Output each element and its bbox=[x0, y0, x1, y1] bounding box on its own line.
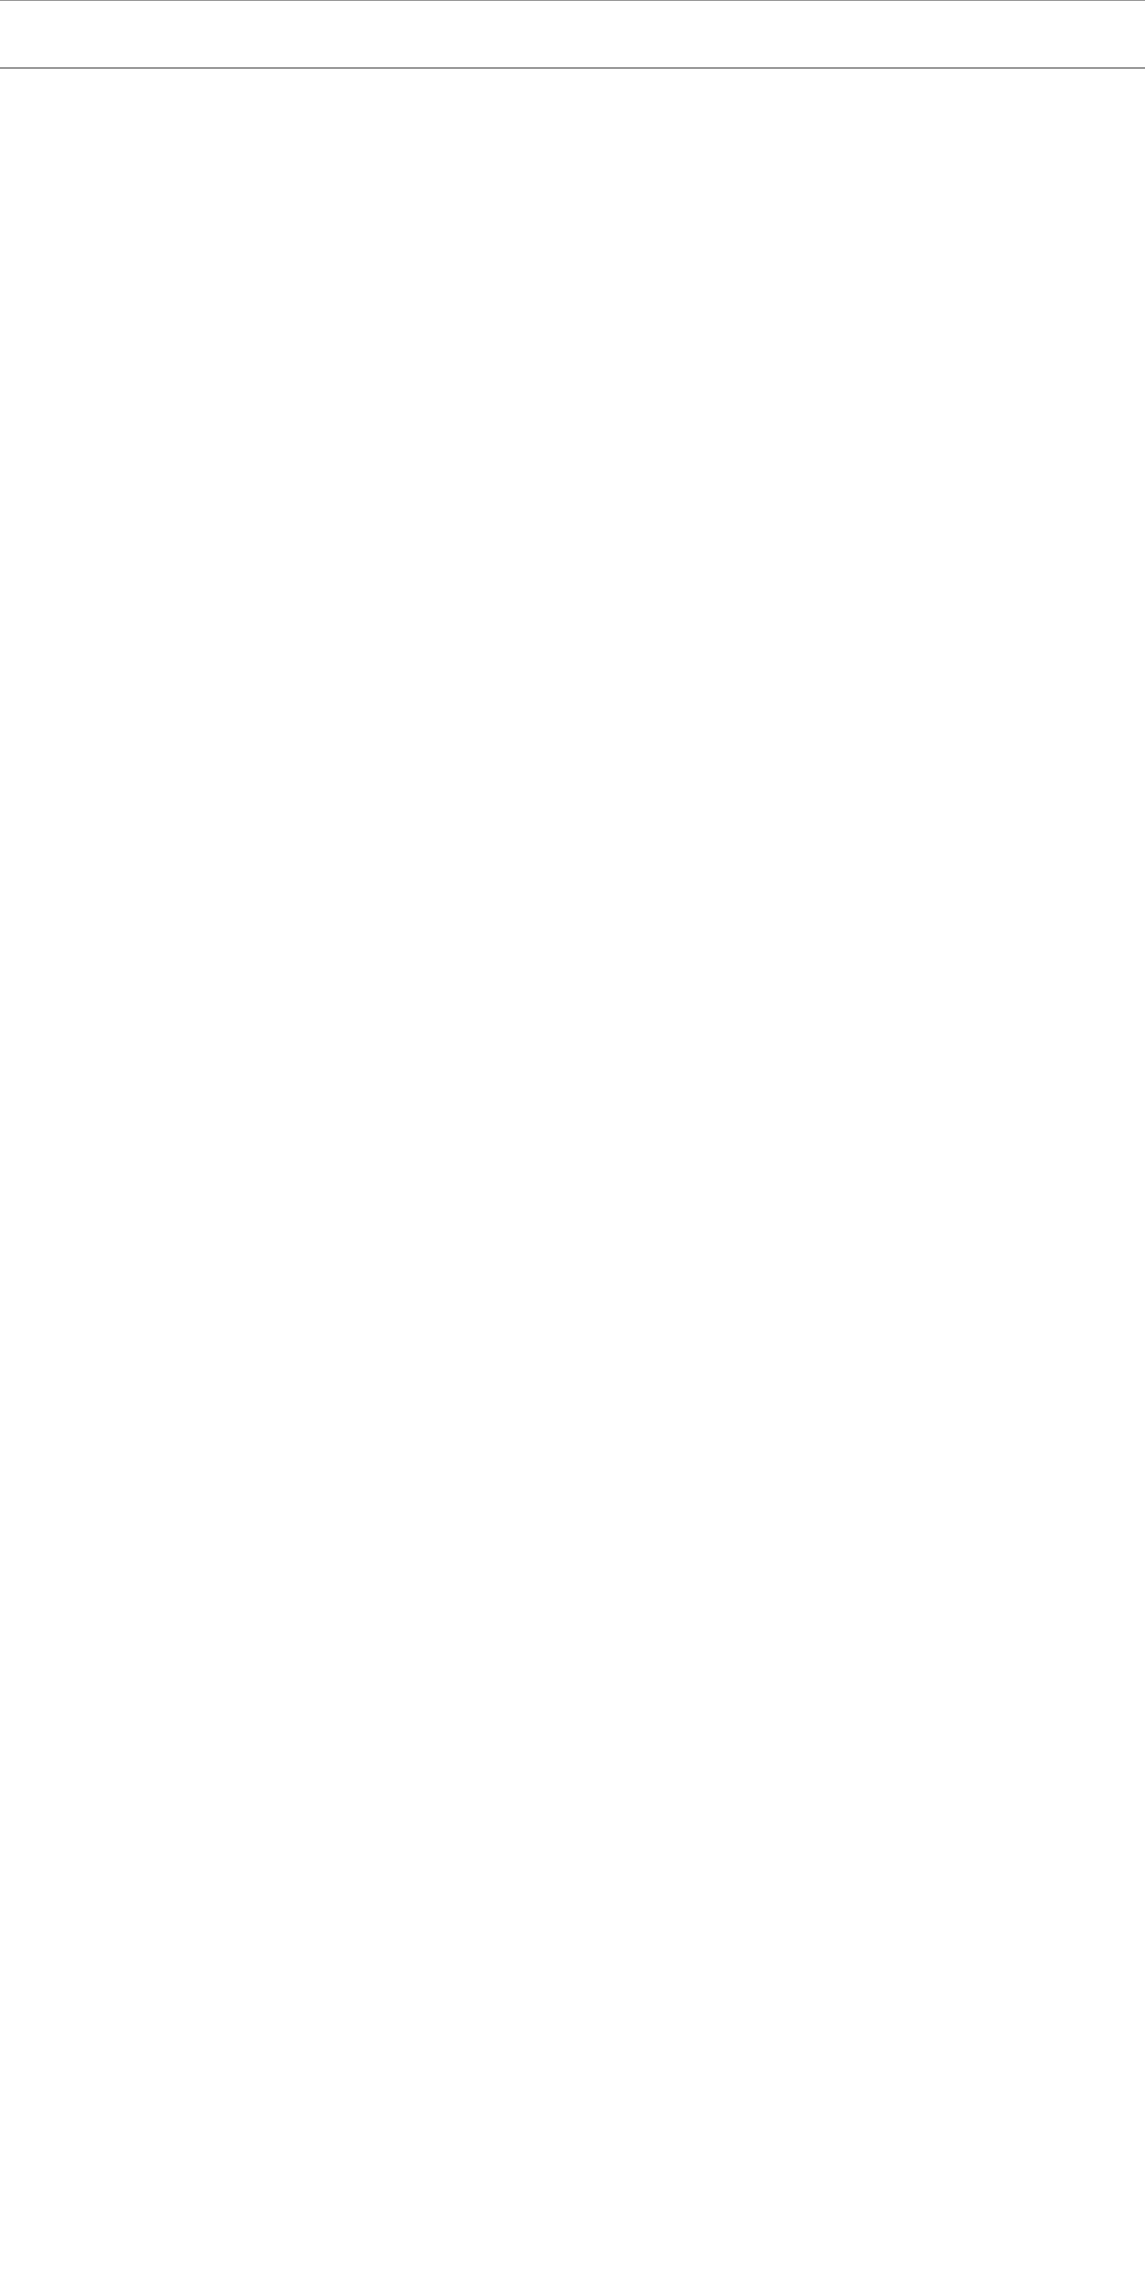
table-document bbox=[0, 0, 1145, 69]
bottom-rule bbox=[0, 68, 1145, 69]
table-header bbox=[0, 1, 1145, 67]
